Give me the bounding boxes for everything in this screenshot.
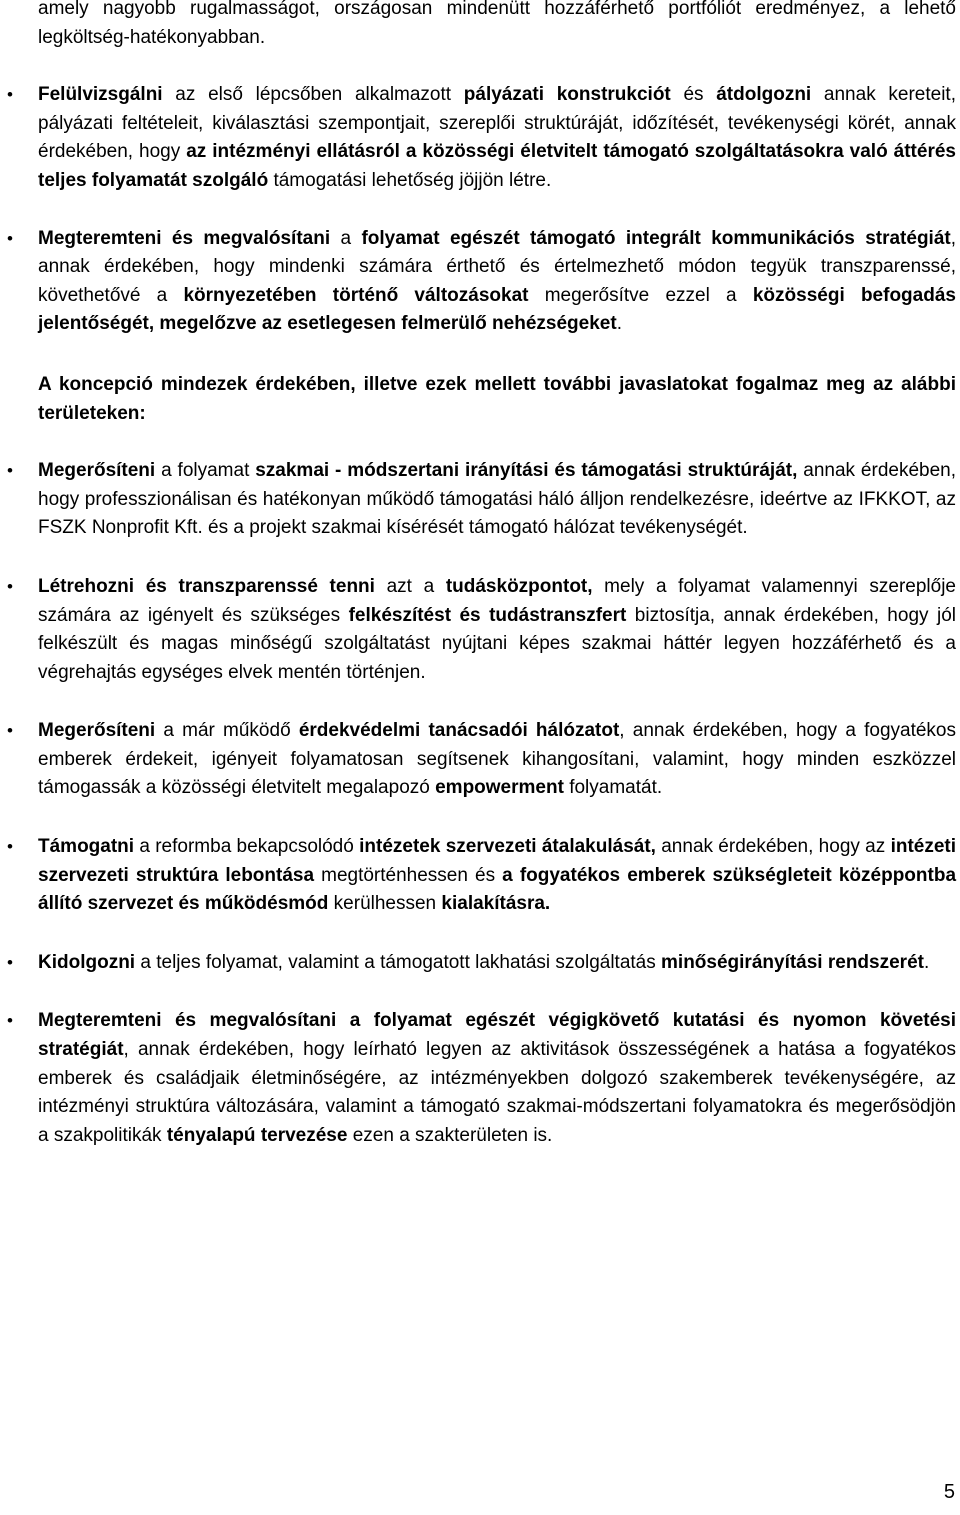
bullet-item bbox=[7, 717, 956, 803]
bullet-item bbox=[7, 573, 956, 687]
bold-text-run: átdolgozni bbox=[716, 84, 812, 106]
text-run: , annak érdekében, hogy mindenki számára érthető és értelmezhető módon tegyük transzparenssé, követhetővé a bbox=[38, 227, 956, 306]
bold-text-run: Megteremteni és megvalósítani a folyamat egészét végigkövető kutatási és nyomon követési stratégiát bbox=[38, 1010, 956, 1061]
bold-text-run: Megerősíteni bbox=[38, 720, 156, 742]
bold-text-run: Létrehozni és transzparenssé tenni bbox=[38, 575, 375, 597]
bullet-dot-icon: • bbox=[7, 837, 13, 857]
bold-text-run: minőségirányítási rendszerét bbox=[661, 951, 924, 973]
text-run: a teljes folyamat, valamint a támogatott lakhatási szolgáltatás bbox=[135, 951, 662, 973]
bold-text-run: folyamat egészét támogató integrált kommunikációs stratégiát bbox=[361, 227, 951, 249]
text-run: mely a folyamat valamennyi szereplője számára az igényelt és szükséges bbox=[38, 575, 956, 626]
text-run: azt a bbox=[374, 575, 446, 597]
bold-text-run: intézetek szervezeti átalakulását, bbox=[359, 836, 656, 858]
text-run: és bbox=[670, 84, 717, 106]
section-heading: A koncepció mindezek érdekében, illetve ezek mellett további javaslatokat fogalmaz meg az alábbi területeken: bbox=[38, 373, 956, 424]
bold-text-run: kialakításra. bbox=[441, 893, 551, 915]
bold-text-run: tényalapú tervezése bbox=[166, 1124, 348, 1146]
bold-text-run: közösségi befogadás jelentőségét, megelőzve az esetlegesen felmerülő nehézségeket bbox=[38, 284, 956, 335]
bullet-item bbox=[7, 949, 956, 978]
bold-text-run: empowerment bbox=[435, 777, 564, 799]
text-run: megerősítve ezzel a bbox=[528, 284, 753, 306]
bold-text-run: Kidolgozni bbox=[38, 951, 136, 973]
bold-text-run: érdekvédelmi tanácsadói hálózatot bbox=[298, 720, 620, 742]
bold-text-run: az intézményi ellátásról a közösségi életvitelt támogató szolgáltatásokra való áttérés teljes folyamatát szolgáló bbox=[38, 141, 956, 191]
bullet-dot-icon: • bbox=[7, 952, 13, 972]
text-run: támogatási lehetőség jöjjön létre. bbox=[268, 169, 552, 191]
text-run: a bbox=[330, 227, 362, 249]
text-run: kerülhessen bbox=[328, 893, 442, 915]
bullet-dot-icon: • bbox=[7, 1011, 13, 1031]
text-run: , annak érdekében, hogy leírható legyen az aktivitások összességének a hatása a fogyatékos emberek és családjaik életminőségére, az intézményekben dolgozó szakemberek tevékenységére, az intézményi struktúra változására, valamint a támogató szakmai-módszertani folyamatokra és megerősödjön a szakpolitikák bbox=[38, 1039, 956, 1146]
text-run: az első lépcsőben alkalmazott bbox=[162, 84, 464, 106]
text-run: biztosítja, annak érdekében, hogy jól felkészült és magas minőségű szolgáltatást nyújtani képes szakmai háttér legyen hozzáférhető és a végrehajtás egységes elvek mentén történjen. bbox=[38, 604, 956, 683]
bold-text-run: Megteremteni és megvalósítani bbox=[38, 227, 331, 249]
bullet-dot-icon: • bbox=[7, 576, 13, 596]
document-page bbox=[7, 0, 957, 1150]
text-run: a folyamat bbox=[155, 460, 256, 482]
bullet-item bbox=[7, 81, 956, 195]
text-run: a már működő bbox=[155, 720, 299, 742]
bullet-item bbox=[7, 1007, 956, 1150]
bullet-dot-icon: • bbox=[7, 228, 13, 248]
bold-text-run: szakmai - módszertani irányítási és támogatási struktúráját, bbox=[255, 460, 798, 482]
bullet-dot-icon: • bbox=[7, 85, 13, 105]
text-run: annak kereteit, pályázati feltételeit, kiválasztási szempontjait, szereplői struktúráját, időzítését, tevékenységi körét, annak érdekében, hogy bbox=[38, 84, 956, 163]
bullet-dot-icon: • bbox=[7, 721, 13, 741]
bold-text-run: Megerősíteni bbox=[38, 460, 156, 482]
text-run: megtörténhessen és bbox=[314, 864, 503, 886]
text-run: annak érdekében, hogy az bbox=[655, 836, 891, 858]
bold-text-run: tudásközpontot, bbox=[445, 575, 593, 597]
bold-text-run: Támogatni bbox=[38, 836, 135, 858]
bullet-item bbox=[7, 225, 956, 339]
page-number: 5 bbox=[943, 1481, 955, 1503]
text-run: annak érdekében, hogy professzionálisan és hatékonyan működő támogatási háló álljon rendelkezésre, ideértve az IFKKOT, az FSZK Nonprofit Kft. és a projekt szakmai kísérését támogató hálózat tevékenységét. bbox=[38, 460, 956, 539]
bold-text-run: a fogyatékos emberek szükségleteit középpontba állító szervezet és működésmód bbox=[38, 864, 957, 915]
bold-text-run: felkészítést és tudástranszfert bbox=[348, 604, 627, 626]
text-run: . bbox=[923, 951, 930, 973]
text-run: , annak érdekében, hogy a fogyatékos emberek érdekeit, igényeit folyamatosan segítsenek kihangosítani, valamint, hogy minden eszközzel támogassák a közösségi életvitelt megalapozó bbox=[38, 720, 956, 799]
bullet-list-second bbox=[7, 457, 957, 1150]
bullet-list-first bbox=[7, 81, 956, 339]
bullet-item bbox=[7, 833, 957, 919]
text-run: ezen a szakterületen is. bbox=[347, 1124, 553, 1146]
text-run: a reformba bekapcsolódó bbox=[134, 836, 360, 858]
bullet-item bbox=[7, 457, 956, 543]
bold-text-run: intézeti szervezeti struktúra lebontása bbox=[38, 836, 957, 886]
text-run: folyamatát. bbox=[563, 777, 663, 799]
text-run: . bbox=[616, 313, 622, 335]
text-run: amely nagyobb rugalmasságot, országosan mindenütt hozzáférhető portfóliót eredményez, a lehető legköltség-hatékonyabban. bbox=[38, 0, 956, 48]
bold-text-run: környezetében történő változásokat bbox=[183, 284, 529, 306]
bold-text-run: Felülvizsgálni bbox=[38, 84, 163, 106]
bold-text-run: pályázati konstrukciót bbox=[463, 84, 671, 106]
continued-paragraph bbox=[38, 0, 956, 52]
bullet-dot-icon: • bbox=[7, 461, 13, 481]
